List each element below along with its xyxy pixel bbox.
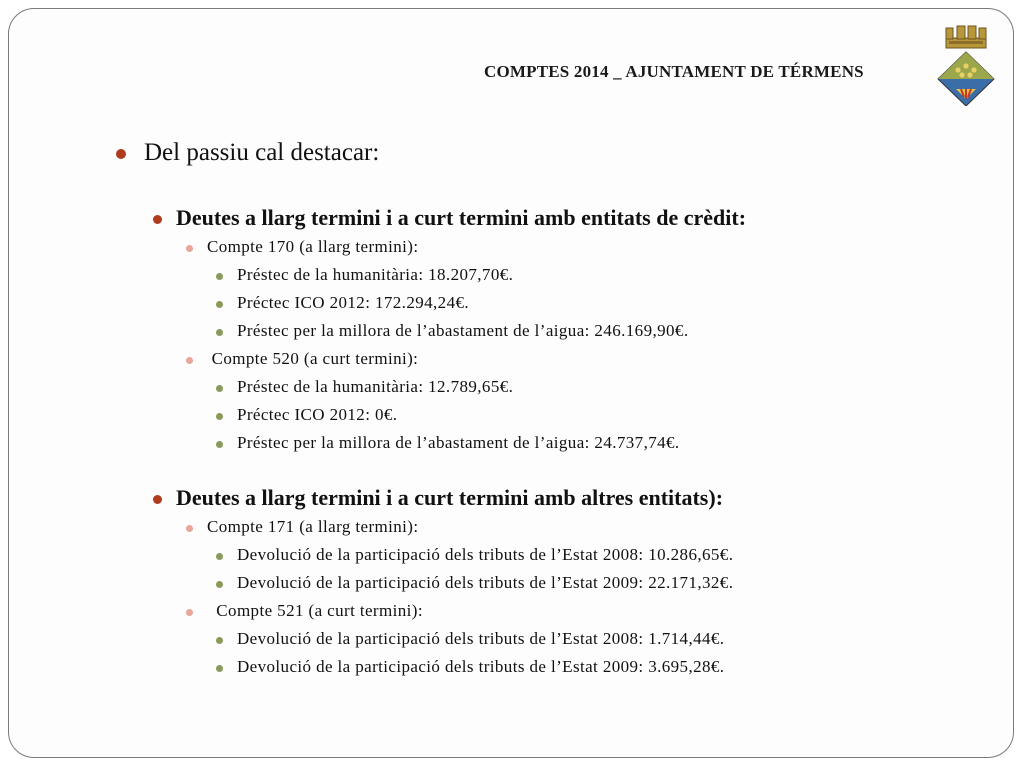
section-heading: Deutes a llarg termini i a curt termini amb entitats de crèdit:: [176, 205, 747, 230]
bullet-item-icon: [216, 329, 223, 336]
bullet-item-icon: [216, 273, 223, 280]
bullet-account-icon: [186, 245, 193, 252]
list-item: Préstec per la millora de l’abastament de l’aigua: 24.737,74€.: [237, 433, 680, 452]
list-item: Préctec ICO 2012: 0€.: [237, 405, 398, 424]
list-item: Devolució de la participació dels tributs de l’Estat 2009: 3.695,28€.: [237, 657, 725, 676]
account-label: Compte 521 (a curt termini):: [207, 601, 423, 620]
list-item: Devolució de la participació dels tributs de l’Estat 2008: 1.714,44€.: [237, 629, 725, 648]
bullet-account-icon: [186, 357, 193, 364]
coat-of-arms-icon: [936, 18, 996, 106]
bullet-item-icon: [216, 301, 223, 308]
bullet-item-icon: [216, 385, 223, 392]
bullet-item-icon: [216, 581, 223, 588]
bullet-item-icon: [216, 665, 223, 672]
account-label: Compte 520 (a curt termini):: [207, 349, 419, 368]
bullet-item-icon: [216, 413, 223, 420]
section-heading: Deutes a llarg termini i a curt termini amb altres entitats):: [176, 485, 724, 510]
bullet-section-icon: [153, 495, 162, 504]
account-label: Compte 170 (a llarg termini):: [207, 237, 419, 256]
list-item: Devolució de la participació dels tributs de l’Estat 2008: 10.286,65€.: [237, 545, 734, 564]
list-item: Préstec de la humanitària: 18.207,70€.: [237, 265, 514, 284]
list-item: Préstec de la humanitària: 12.789,65€.: [237, 377, 514, 396]
bullet-item-icon: [216, 553, 223, 560]
bullet-item-icon: [216, 637, 223, 644]
list-item: Devolució de la participació dels tributs de l’Estat 2009: 22.171,32€.: [237, 573, 734, 592]
bullet-section-icon: [153, 215, 162, 224]
list-item: Préctec ICO 2012: 172.294,24€.: [237, 293, 470, 312]
intro-text: Del passiu cal destacar:: [144, 139, 380, 166]
account-label: Compte 171 (a llarg termini):: [207, 517, 419, 536]
header-title: COMPTES 2014 _ AJUNTAMENT DE TÉRMENS: [484, 62, 864, 81]
list-item: Préstec per la millora de l’abastament de l’aigua: 246.169,90€.: [237, 321, 689, 340]
bullet-account-icon: [186, 525, 193, 532]
bullet-account-icon: [186, 609, 193, 616]
bullet-item-icon: [216, 441, 223, 448]
bullet-main-icon: [116, 149, 126, 159]
